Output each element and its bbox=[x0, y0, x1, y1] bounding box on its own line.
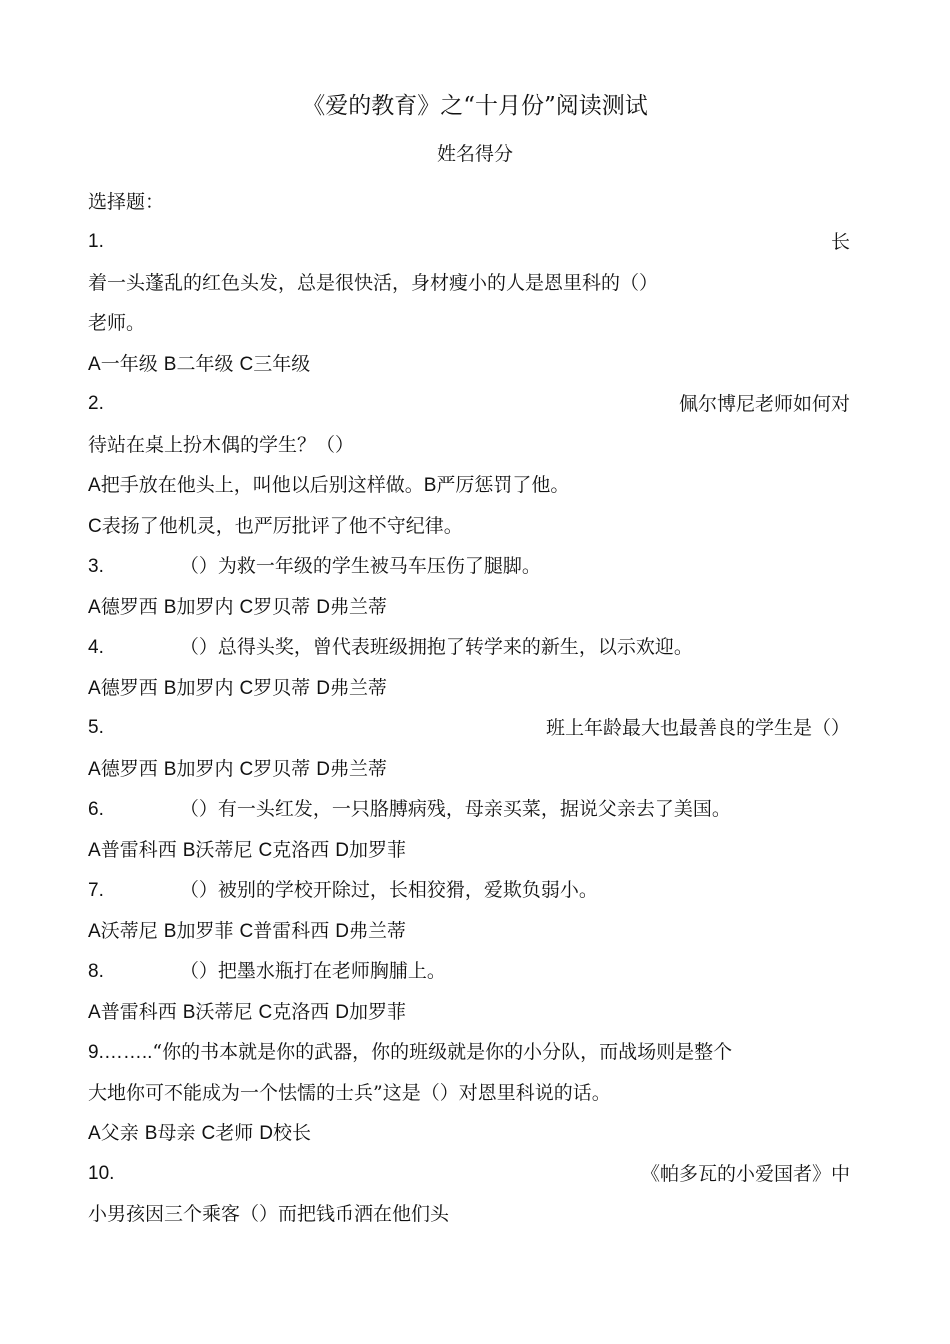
option-text: 校长 bbox=[273, 1122, 312, 1144]
question-8-options bbox=[88, 992, 850, 1032]
question-3-line-1 bbox=[88, 546, 850, 586]
question-text: （）为救一年级的学生被马车压伤了腿脚。 bbox=[179, 555, 541, 577]
question-8-line-1 bbox=[88, 951, 850, 991]
document-title: 《爱的教育》之“十月份”阅读测试 bbox=[302, 93, 648, 119]
option-letter: C bbox=[239, 354, 254, 375]
question-6-line-1 bbox=[88, 789, 850, 829]
question-number: 8. bbox=[88, 961, 104, 982]
option-text: 罗贝蒂 bbox=[253, 758, 311, 780]
option-letter: D bbox=[316, 678, 331, 699]
option-letter: C bbox=[239, 597, 254, 618]
question-text: “你的书本就是你的武器，你的班级就是你的小分队，而战场则是整个 bbox=[152, 1041, 733, 1063]
option-letter: C bbox=[239, 759, 254, 780]
question-number: 6. bbox=[88, 799, 104, 820]
option-text: 表扬了他机灵，也严厉批评了他不守纪律。 bbox=[101, 515, 463, 537]
option-letter: D bbox=[316, 597, 331, 618]
question-text: 《帕多瓦的小爱国者》中 bbox=[640, 1163, 850, 1185]
option-letter: C bbox=[88, 516, 102, 537]
question-text: （）被别的学校开除过，长相狡猾，爱欺负弱小。 bbox=[179, 879, 598, 901]
question-number: 10. bbox=[88, 1163, 115, 1184]
question-4-options bbox=[88, 668, 850, 708]
question-2-options-2 bbox=[88, 506, 850, 546]
option-text: 沃蒂尼 bbox=[195, 839, 253, 861]
option-text: 严厉惩罚了他。 bbox=[436, 474, 570, 496]
option-letter: C bbox=[239, 678, 254, 699]
question-number: 5. bbox=[88, 717, 104, 738]
option-text: 罗贝蒂 bbox=[253, 596, 311, 618]
option-letter: A bbox=[88, 678, 101, 699]
option-text: 沃蒂尼 bbox=[195, 1001, 253, 1023]
option-letter: A bbox=[88, 1123, 101, 1144]
question-text: （）有一头红发，一只胳膊病残，母亲买菜，据说父亲去了美国。 bbox=[179, 798, 731, 820]
option-letter: A bbox=[88, 597, 101, 618]
option-letter: A bbox=[88, 840, 101, 861]
option-letter: B bbox=[163, 354, 177, 375]
option-text: 二年级 bbox=[176, 353, 234, 375]
question-1-line-1 bbox=[88, 222, 850, 262]
option-text: 加罗菲 bbox=[349, 839, 407, 861]
option-letter: D bbox=[316, 759, 331, 780]
option-letter: D bbox=[259, 1123, 274, 1144]
option-letter: C bbox=[258, 840, 273, 861]
option-text: 加罗内 bbox=[176, 596, 234, 618]
option-letter: D bbox=[335, 921, 350, 942]
question-number: 1. bbox=[88, 231, 104, 252]
question-4-line-1 bbox=[88, 627, 850, 667]
option-letter: B bbox=[163, 678, 177, 699]
question-text: （）把墨水瓶打在老师胸脯上。 bbox=[179, 960, 446, 982]
question-2-options-1 bbox=[88, 465, 850, 505]
question-6-options bbox=[88, 830, 850, 870]
option-text: 一年级 bbox=[100, 353, 158, 375]
option-text: 三年级 bbox=[253, 353, 311, 375]
question-9-options bbox=[88, 1113, 850, 1153]
option-letter: B bbox=[163, 921, 177, 942]
question-1-line-2: 着一头蓬乱的红色头发，总是很快活，身材瘦小的人是恩里科的（） bbox=[88, 272, 659, 294]
question-text: 佩尔博尼老师如何对 bbox=[678, 393, 850, 415]
option-letter: D bbox=[335, 1002, 350, 1023]
question-number: 9.…….. bbox=[88, 1042, 153, 1063]
option-text: 老师 bbox=[215, 1122, 254, 1144]
option-letter: B bbox=[163, 759, 177, 780]
option-text: 弗兰蒂 bbox=[330, 677, 388, 699]
question-5-options bbox=[88, 749, 850, 789]
question-text: 长 bbox=[830, 231, 850, 253]
name-score-line: 姓名得分 bbox=[436, 143, 513, 165]
question-9-line-2: 大地你可不能成为一个怯懦的士兵”这是（）对恩里科说的话。 bbox=[88, 1082, 611, 1104]
option-letter: D bbox=[335, 840, 350, 861]
question-2-line-2: 待站在桌上扮木偶的学生？（） bbox=[88, 434, 355, 456]
option-text: 沃蒂尼 bbox=[100, 920, 158, 942]
question-number: 7. bbox=[88, 880, 104, 901]
option-letter: A bbox=[88, 921, 101, 942]
option-letter: C bbox=[258, 1002, 273, 1023]
question-number: 3. bbox=[88, 556, 104, 577]
question-number: 4. bbox=[88, 637, 104, 658]
option-text: 德罗西 bbox=[100, 677, 158, 699]
option-letter: A bbox=[88, 759, 101, 780]
option-letter: A bbox=[88, 475, 101, 496]
question-2-line-1 bbox=[88, 384, 850, 424]
option-text: 加罗菲 bbox=[349, 1001, 407, 1023]
option-text: 加罗内 bbox=[176, 758, 234, 780]
question-number: 2. bbox=[88, 393, 104, 414]
question-7-line-1 bbox=[88, 870, 850, 910]
option-text: 加罗内 bbox=[176, 677, 234, 699]
question-7-options bbox=[88, 911, 850, 951]
option-text: 父亲 bbox=[100, 1122, 139, 1144]
question-text: （）总得头奖，曾代表班级拥抱了转学来的新生，以示欢迎。 bbox=[179, 636, 693, 658]
option-text: 弗兰蒂 bbox=[330, 758, 388, 780]
option-text: 罗贝蒂 bbox=[253, 677, 311, 699]
option-letter: C bbox=[239, 921, 254, 942]
option-text: 德罗西 bbox=[100, 596, 158, 618]
option-text: 弗兰蒂 bbox=[330, 596, 388, 618]
option-text: 把手放在他头上，叫他以后别这样做。 bbox=[100, 474, 424, 496]
option-letter: A bbox=[88, 1002, 101, 1023]
option-text: 克洛西 bbox=[272, 839, 330, 861]
option-text: 普雷科西 bbox=[100, 839, 177, 861]
option-letter: B bbox=[182, 840, 196, 861]
section-label: 选择题： bbox=[88, 191, 165, 213]
option-letter: C bbox=[201, 1123, 216, 1144]
question-text: 班上年龄最大也最善良的学生是（） bbox=[545, 717, 850, 739]
option-text: 普雷科西 bbox=[100, 1001, 177, 1023]
option-letter: B bbox=[423, 475, 437, 496]
question-10-line-1 bbox=[88, 1154, 850, 1194]
option-letter: B bbox=[144, 1123, 158, 1144]
option-text: 克洛西 bbox=[272, 1001, 330, 1023]
question-10-line-2: 小男孩因三个乘客（）而把钱币洒在他们头 bbox=[88, 1203, 450, 1225]
question-3-options bbox=[88, 587, 850, 627]
option-text: 弗兰蒂 bbox=[349, 920, 407, 942]
question-5-line-1 bbox=[88, 708, 850, 748]
question-1-options bbox=[88, 344, 850, 384]
option-text: 普雷科西 bbox=[253, 920, 330, 942]
question-9-line-1 bbox=[88, 1032, 850, 1072]
option-letter: B bbox=[182, 1002, 196, 1023]
option-text: 母亲 bbox=[157, 1122, 196, 1144]
option-text: 加罗菲 bbox=[176, 920, 234, 942]
option-letter: A bbox=[88, 354, 101, 375]
question-1-line-3: 老师。 bbox=[88, 312, 146, 334]
option-text: 德罗西 bbox=[100, 758, 158, 780]
option-letter: B bbox=[163, 597, 177, 618]
